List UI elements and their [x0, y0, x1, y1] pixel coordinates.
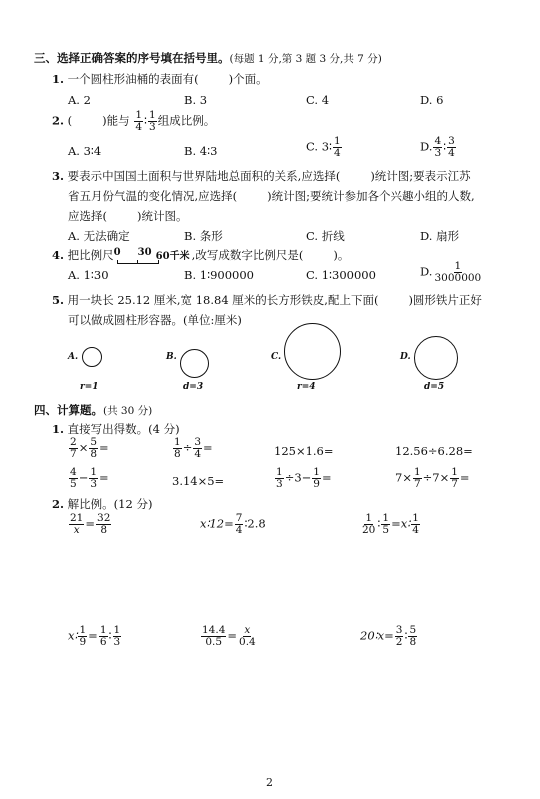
- s3-q4-option-d[interactable]: D. $\frac{1}{3000000}$: [420, 260, 482, 285]
- circle-d-label: d=5: [424, 382, 445, 392]
- q-num: 2.: [52, 497, 65, 511]
- s3-q3-option-d[interactable]: D. 扇形: [420, 229, 460, 243]
- circle-a-option[interactable]: [82, 347, 102, 367]
- s3-q3-option-c[interactable]: C. 折线: [306, 229, 345, 243]
- s3-q3-option-b[interactable]: B. 条形: [184, 229, 223, 243]
- line-scale: 0 30 60千米: [113, 247, 190, 262]
- s3-q4: 4. 把比例尺 0 30 60千米 ,改写成数字比例尺是( )。: [52, 247, 350, 262]
- s3-q2-option-a[interactable]: A. 3∶4: [68, 144, 102, 158]
- page-number: 2: [266, 776, 273, 789]
- q-text: (: [67, 113, 73, 128]
- s3-q4-option-b[interactable]: B. 1∶900000: [184, 268, 254, 282]
- q-num: 1.: [52, 72, 65, 86]
- s3-q1-option-c[interactable]: C. 4: [306, 93, 330, 107]
- s3-q1-option-b[interactable]: B. 3: [184, 93, 208, 107]
- s3-q5-line2: 可以做成圆柱形容器。(单位:厘米): [68, 313, 242, 327]
- q-num: 3.: [52, 169, 65, 183]
- s3-q2-option-c[interactable]: C. 3∶ $\frac{1}{4}$: [306, 135, 341, 160]
- q-text: 一个圆柱形油桶的表面有(: [67, 72, 199, 86]
- q-text: )个面。: [228, 72, 268, 86]
- s3-q2: 2. ( )能与 $\frac{1}{4}$ ∶ $\frac{1}{3}$ 组成比例。: [52, 109, 216, 134]
- section3-header: [34, 50, 382, 66]
- prop-3: $\frac{1}{20}$ ∶ $\frac{1}{5}$ =x∶ $\frac{1}{4}$: [362, 512, 419, 537]
- calc-r2c2: 3.14×5=: [172, 474, 225, 488]
- circle-d-letter: D.: [400, 352, 411, 362]
- section3-note: (每题 1 分,第 3 题 3 分,共 7 分): [229, 53, 382, 65]
- calc-r1c2: $\frac{1}{8}$ ÷ $\frac{3}{4}$ =: [174, 436, 213, 461]
- fraction: $\frac{1}{3}$: [149, 109, 156, 134]
- s3-q4-option-c[interactable]: C. 1∶300000: [306, 268, 376, 282]
- calc-r1c1: $\frac{2}{7}$ × $\frac{5}{8}$ =: [70, 436, 109, 461]
- prop-5: $\frac{14.4}{0.5}$ = $\frac{x}{0.4}$: [202, 624, 256, 649]
- section4-header: [34, 402, 152, 418]
- circle-b-option[interactable]: [180, 349, 209, 378]
- prop-6: 20∶x= $\frac{3}{2}$ ∶ $\frac{5}{8}$: [360, 624, 417, 649]
- circle-c-label: r=4: [297, 382, 316, 392]
- calc-r2c3: $\frac{1}{3}$ ÷3− $\frac{1}{9}$ =: [276, 466, 332, 491]
- q-text: )能与: [102, 113, 130, 128]
- q-num: 2.: [52, 113, 65, 128]
- calc-r2c4: 7× $\frac{1}{7}$ ÷7× $\frac{1}{7}$ =: [395, 466, 470, 491]
- circle-b-letter: B.: [166, 352, 177, 362]
- section3-title: 三、选择正确答案的序号填在括号里。: [34, 51, 230, 65]
- circle-d-option[interactable]: [414, 336, 458, 380]
- prop-4: x∶ $\frac{1}{9}$ = $\frac{1}{6}$ ∶ $\frac{1}{3}$: [68, 624, 121, 649]
- prop-1: $\frac{21}{x}$ = $\frac{32}{8}$: [70, 512, 111, 537]
- s4-q2: 2. 解比例。(12 分): [52, 497, 153, 511]
- s3-q5-line1: 5. 用一块长 25.12 厘米,宽 18.84 厘米的长方形铁皮,配上下面( )圆形铁片正好: [52, 293, 482, 307]
- calc-r2c1: $\frac{4}{5}$ − $\frac{1}{3}$ =: [70, 466, 109, 491]
- s3-q1: [52, 71, 268, 87]
- s3-q4-option-a[interactable]: A. 1∶30: [68, 268, 109, 282]
- s4-q1: 1. 直接写出得数。(4 分): [52, 422, 180, 436]
- q-num: 1.: [52, 422, 65, 436]
- s3-q3-line3: 应选择( )统计图。: [68, 209, 188, 223]
- s3-q3-option-a[interactable]: A. 无法确定: [68, 229, 130, 243]
- circle-a-label: r=1: [80, 382, 99, 392]
- s3-q3-line2: 省五月份气温的变化情况,应选择( )统计图;要统计参加各个兴趣小组的人数,: [68, 189, 475, 203]
- calc-r1c4: 12.56÷6.28=: [395, 444, 473, 458]
- prop-2: x∶12= $\frac{7}{4}$ ∶2.8: [200, 512, 266, 537]
- circle-c-letter: C.: [271, 352, 282, 362]
- s3-q1-option-a[interactable]: A. 2: [68, 93, 91, 107]
- calc-r1c3: 125×1.6=: [274, 444, 334, 458]
- q-num: 5.: [52, 293, 65, 307]
- circle-a-letter: A.: [68, 352, 79, 362]
- circle-b-label: d=3: [183, 382, 204, 392]
- s3-q1-option-d[interactable]: D. 6: [420, 93, 444, 107]
- s3-q2-option-b[interactable]: B. 4∶3: [184, 144, 218, 158]
- s3-q2-option-d[interactable]: D. $\frac{4}{3}$ ∶ $\frac{3}{4}$: [420, 135, 455, 160]
- section4-note: (共 30 分): [103, 405, 153, 417]
- q-num: 4.: [52, 248, 65, 262]
- circle-c-option[interactable]: [284, 323, 341, 380]
- section4-title: 四、计算题。: [34, 403, 103, 417]
- s3-q3-line1: 3. 要表示中国国土面积与世界陆地总面积的关系,应选择( )统计图;要表示江苏: [52, 169, 471, 183]
- fraction: $\frac{1}{4}$: [135, 109, 143, 134]
- q-text: 组成比例。: [157, 113, 216, 128]
